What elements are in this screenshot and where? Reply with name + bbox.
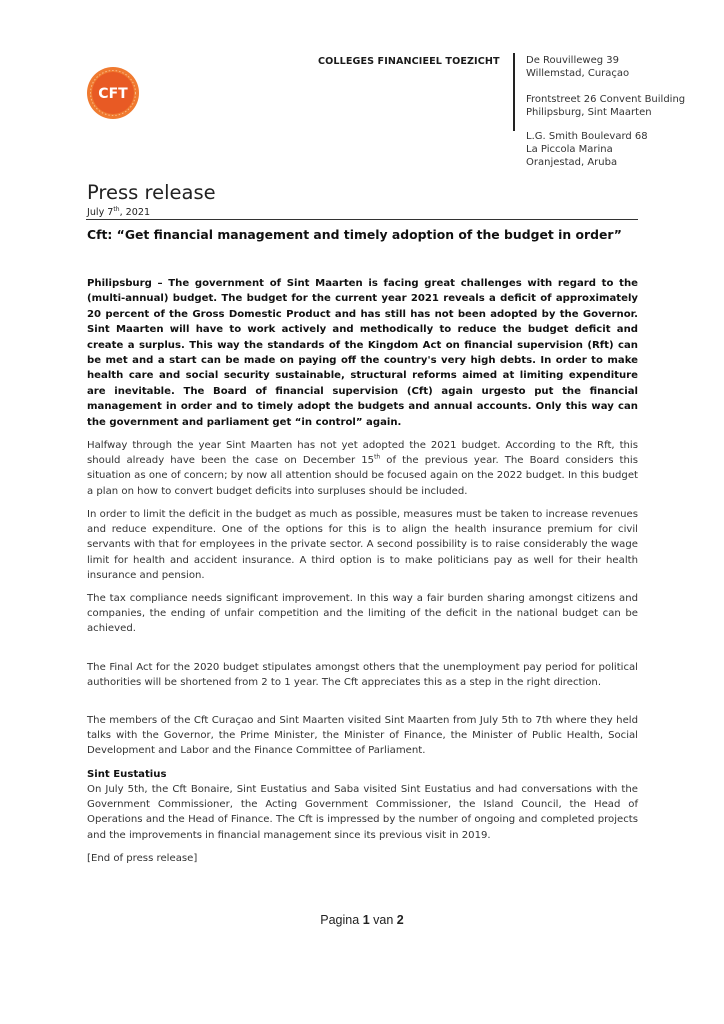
- organization-name: COLLEGES FINANCIEEL TOEZICHT: [318, 56, 500, 67]
- header-divider: [513, 53, 515, 131]
- address-line: Oranjestad, Aruba: [526, 157, 618, 168]
- address-curacao: [526, 54, 629, 80]
- section-heading: Sint Eustatius: [87, 769, 167, 780]
- paragraph: The tax compliance needs significant improvement. In this way a fair burden sharing amongst citizens and companies, the ending of unfair competition and the limiting of the deficit in the national budget can be achieved.: [87, 593, 638, 635]
- address-aruba: [526, 130, 648, 169]
- lead-paragraph: Philipsburg – The government of Sint Maarten is facing great challenges with regard to the (multi-annual) budget. The budget for the current year 2021 reveals a deficit of approximately 20 percent of the Gross Domestic Product and has still has not been adopted by the Governor. Sint Maarten will have to work actively and methodically to reduce the budget deficit and create a surplus. This way the standards of the Kingdom Act on financial supervision (Rft) can be met and a start can be made on paying off the country's very high debts. In order to make health care and social security sustainable, structural reforms aimed at limiting expenditure are inevitable. The Board of financial supervision (Cft) again urgesto put the financial management in order and to timely adopt the budgets and annual accounts. Only this way can the government and parliament get “in control” again.: [87, 278, 638, 428]
- end-note: [End of press release]: [87, 853, 198, 864]
- address-line: Philipsburg, Sint Maarten: [526, 107, 652, 118]
- address-line: Frontstreet 26 Convent Building: [526, 94, 686, 105]
- headline: Cft: “Get financial management and timely adoption of the budget in order”: [87, 227, 622, 242]
- page-number: Pagina 1 van 2: [320, 913, 404, 927]
- paragraph: The members of the Cft Curaçao and Sint Maarten visited Sint Maarten from July 5th to 7th where they held talks with the Governor, the Prime Minister, the Minister of Finance, the Minister of Public Health, Social Development and Labor and the Finance Committee of Parliament.: [87, 715, 638, 757]
- address-line: La Piccola Marina: [526, 144, 613, 155]
- document-title: Press release: [87, 181, 216, 204]
- title-rule: [86, 219, 638, 220]
- paragraph: Halfway through the year Sint Maarten has not yet adopted the 2021 budget. According to the Rft, this should already have been the case on December 15th of the previous year. The Board considers this situation as one of concern; by now all attention should be focused again on the 2022 budget. In this budget a plan on how to convert budget deficits into surpluses should be included.: [87, 440, 638, 497]
- logo-text: CFT: [98, 86, 128, 102]
- address-line: De Rouvilleweg 39: [526, 55, 619, 66]
- paragraph: On July 5th, the Cft Bonaire, Sint Eustatius and Saba visited Sint Eustatius and had conversations with the Government Commissioner, the Acting Government Commissioner, the Island Council, the Head of Operations and the Head of Finance. The Cft is impressed by the number of ongoing and completed projects and the improvements in financial management since its previous visit in 2019.: [87, 784, 638, 841]
- paragraph: In order to limit the deficit in the budget as much as possible, measures must be taken to increase revenues and reduce expenditure. One of the options for this is to align the health insurance premium for civil servants with that for employees in the private sector. A second possibility is to raise considerably the wage limit for health and accident insurance. A third option is to make politicians pay as well for their health insurance and pension.: [87, 509, 638, 581]
- address-sint-maarten: [526, 93, 685, 119]
- address-line: L.G. Smith Boulevard 68: [526, 131, 648, 142]
- paragraph: The Final Act for the 2020 budget stipulates amongst others that the unemployment pay period for political authorities will be shortened from 2 to 1 year. The Cft appreciates this as a step in the right direction.: [87, 662, 638, 689]
- release-date: July 7th, 2021: [87, 206, 151, 219]
- cft-logo: [86, 66, 140, 120]
- address-line: Willemstad, Curaçao: [526, 68, 630, 79]
